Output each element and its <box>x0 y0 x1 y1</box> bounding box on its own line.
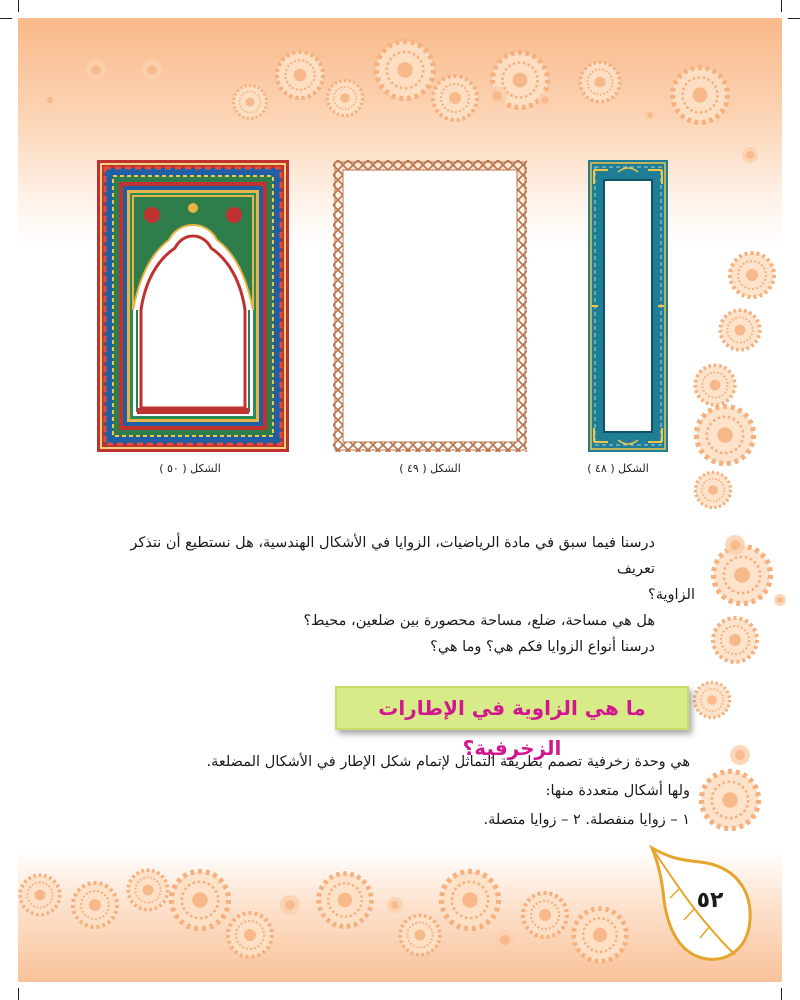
crop-mark <box>0 18 12 19</box>
intro-line-4: درسنا أنواع الزوايا فكم هي؟ وما هي؟ <box>430 639 655 655</box>
body-line-1: هي وحدة زخرفية تصمم بطريقة التماثل لإتمام شكل الإطار في الأشكال المضلعة. <box>206 754 690 770</box>
intro-line-3: هل هي مساحة، ضلع، مساحة محصورة بين ضلعين، محيط؟ <box>303 613 655 629</box>
crop-mark <box>781 988 782 1000</box>
zigzag-border-frame-figure <box>333 160 527 452</box>
intro-line-1: درسنا فيما سبق في مادة الرياضيات، الزوايا في الأشكال الهندسية، هل نستطيع أن نتذكر تعريف <box>130 535 655 577</box>
figure-50-caption: الشكل ( ٥٠ ) <box>159 462 221 475</box>
intro-paragraph <box>95 530 695 660</box>
figure-49-caption: الشكل ( ٤٩ ) <box>399 462 461 475</box>
figure-48-caption: الشكل ( ٤٨ ) <box>587 462 649 475</box>
crop-mark <box>18 988 19 1000</box>
crop-mark <box>788 18 800 19</box>
ornate-arch-frame-figure <box>97 160 289 452</box>
crop-mark <box>781 0 782 12</box>
teal-narrow-frame-figure <box>588 160 668 452</box>
body-paragraph <box>180 748 690 835</box>
page-number: ٥٢ <box>696 888 724 913</box>
section-heading: ما هي الزاوية في الإطارات الزخرفية؟ <box>335 686 689 730</box>
intro-line-2: الزاوية؟ <box>648 587 695 603</box>
body-line-3: ١ – زوايا منفصلة. ٢ – زوايا متصلة. <box>483 812 690 828</box>
crop-mark <box>18 0 19 12</box>
body-line-2: ولها أشكال متعددة منها: <box>545 783 690 799</box>
